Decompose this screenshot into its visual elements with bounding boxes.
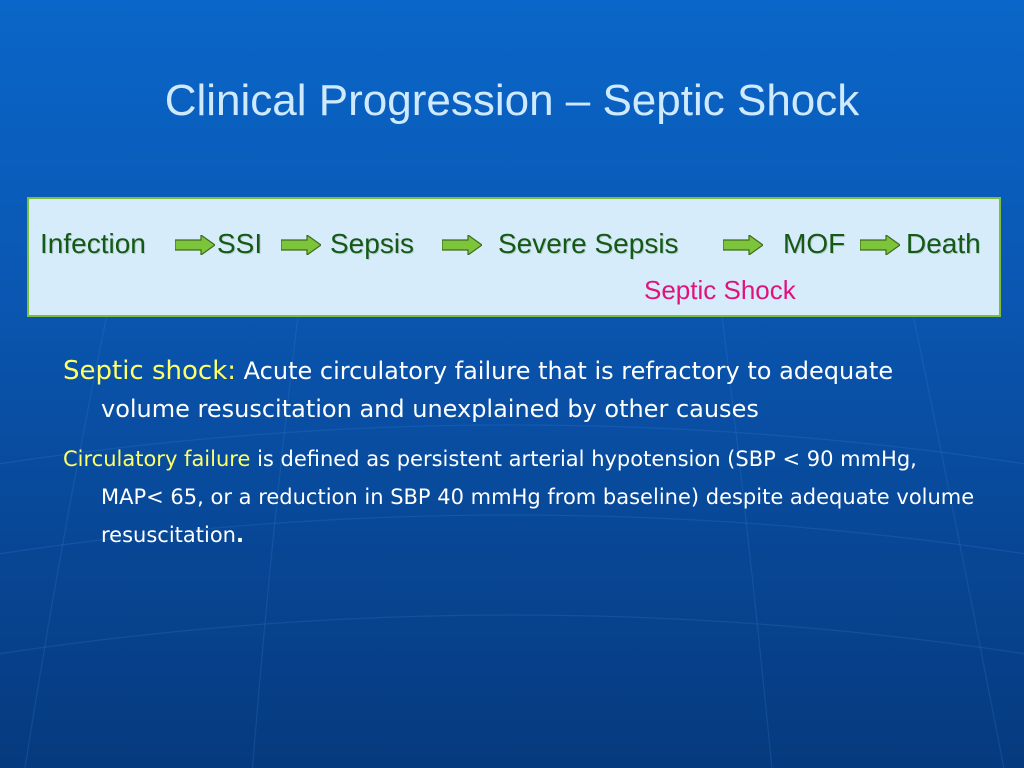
- flow-step-mof: MOF: [783, 228, 846, 259]
- flow-step-infection: Infection: [40, 228, 146, 259]
- flow-step-death: Death: [906, 228, 981, 259]
- definition-term: Circulatory failure: [63, 447, 251, 471]
- right-arrow-icon: [442, 235, 482, 255]
- definition-end-mark: .: [236, 523, 244, 547]
- progression-flow-box: [27, 197, 1001, 317]
- flow-step-sepsis: Sepsis: [330, 228, 415, 259]
- right-arrow-icon: [281, 235, 321, 255]
- definition-text: Acute circulatory failure that is refractory to adequate volume resuscitation and unexplained by other causes: [101, 357, 894, 423]
- definitions-list: [63, 352, 983, 554]
- septic-shock-sublabel: Septic Shock: [644, 275, 796, 305]
- definition-circulatory-failure: [63, 440, 983, 554]
- definition-text: is defined as persistent arterial hypotension (SBP < 90 mmHg, MAP< 65, or a reduction in SBP 40 mmHg from baseline) despite adequate volume resuscitation: [101, 447, 975, 547]
- definition-septic-shock: [63, 352, 983, 428]
- right-arrow-icon: [175, 235, 215, 255]
- flow-step-ssi: SSI: [217, 228, 263, 259]
- flow-step-severe-sepsis: Severe Sepsis: [498, 228, 679, 259]
- right-arrow-icon: [860, 235, 900, 255]
- right-arrow-icon: [723, 235, 763, 255]
- slide-title: Clinical Progression – Septic Shock: [164, 76, 860, 125]
- definition-term: Septic shock:: [63, 356, 237, 386]
